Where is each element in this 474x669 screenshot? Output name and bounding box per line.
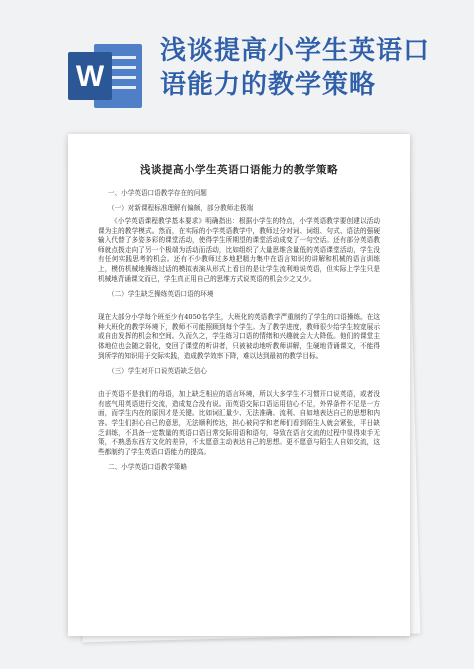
document-page — [68, 134, 410, 636]
banner-title — [160, 34, 460, 102]
section1-heading: 一、小学英语口语教学存在的问题 — [108, 189, 207, 197]
section2-heading: 二、小学英语口语教学策略 — [108, 463, 188, 472]
subsection2-heading: （二）学生缺乏操练英语口语的环境 — [108, 290, 214, 299]
paragraph-2: 现在大部分小学每个班至少有4050名学生，大班化的英语教学严重制约了学生的口语操练。在这种大班化的教学环境下，教师不可能照顾到每个学生。为了教学进度，教师很少给学生较宽展示或自由发挥的机会和空间。久而久之，学生练习口语的情绪和兴趣就会大大降低。他们的课堂主体地位也会随之弱化，变回了课堂的听讲者，只被被动地听教师讲解，生硬地背诵课文，不能得到所学的知识用于交际实践，造成教学效率下降，难以达到最初的教学目标。 — [98, 313, 380, 360]
document-title: 浅谈提高小学生英语口语能力的教学策略 — [140, 164, 338, 176]
banner-title-line2: 语能力的教学策略 — [160, 70, 377, 100]
banner — [0, 0, 474, 150]
paragraph-3: 由于英语不是我们的母语，加上缺乏相应的语言环境，所以大多学生不习惯开口说英语，或者没有底气用英语进行交流，造成复合没有说。而英语交际口语运用信心不足，外界条件不足是一方面，而学生内在的原因才是关键。比如词汇量少、无法准确、流利、自如地表达自己的思想和内容。学生们担心自己的意思，无法顺利传达，担心被同学和老师们看到陌生人就会紧张，平日缺乏训练，不具备一定数量的英语口语日常交际用语和语句，导致在语言交流的过程中显得束手无策，不熟悉东西方文化的差异，不太愿意主动表达自己的思想。更不愿意与陌生人自如交流，这些都制约了学生英语口语能力的提高。 — [98, 390, 380, 456]
word-document-icon — [64, 36, 146, 118]
subsection3-heading: （三）学生对开口说英语缺乏信心 — [108, 367, 207, 376]
word-icon-letter: W — [75, 60, 105, 93]
subsection1-heading: （一）对新课程标准理解有偏颇，部分教师走极端 — [108, 204, 254, 212]
paragraph-1: 《小学英语课程教学基本要求》明确指出：根据小学生的特点，小学英语教学要创建以活动课为主的教学模式。然而，在实际的小学英语教学中，教师过分对词、词组、句式、语法的强硬输入代替了多姿多彩的课堂活动，使得学生所期望的课堂活动成变了一句空话。还有部分英语教师就点拨走向了另一个极端为活动而活动，比如组织了大量思维含量低的英语课堂活动，学生没有任何实践思考的机会。还有不少教师过多地把精力集中在语言知识的讲解和机械的语言训练上，模仿机械地操练过话的模拟表演从形式上看目的是让学生流利地说英语，但实际上学生只是机械地背诵课文而已，学生真正用自己的思维方式说英语的机会少之又少。 — [98, 217, 380, 283]
banner-title-line1: 浅谈提高小学生英语口 — [160, 36, 431, 66]
